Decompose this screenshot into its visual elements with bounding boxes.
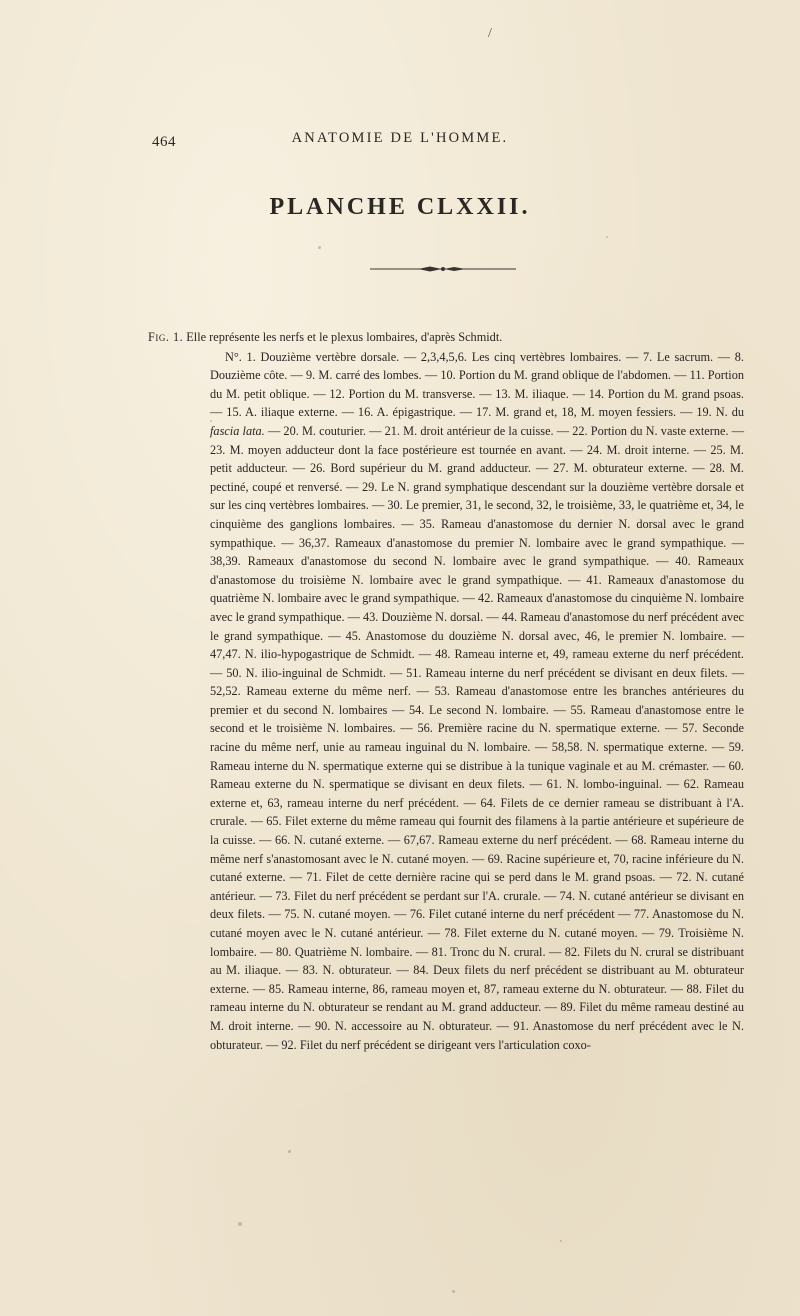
figure-description: Elle représente les nerfs et le plexus lombaires, d'après Schmidt. — [186, 330, 503, 344]
legend-text-part-2: — 20. M. couturier. — 21. M. droit antérieur de la cuisse. — 22. Portion du N. vaste externe. — 23. M. moyen adducteur dont la face postérieure est tournée en avant. — 24. M. droit interne. — 25. M. petit adducteur. — 26. Bord supérieur du M. grand adducteur. — 27. M. obturateur externe. — 28. M. pectiné, coupé et renversé. — 29. Le N. grand symphatique descendant sur la douzième vertèbre dorsale et sur les cinq vertèbres lombaires. — 30. Le premier, 31, le second, 32, le troisième, 33, le quatrième et, 34, le cinquième des ganglions lombaires. — 35. Rameau d'anastomose du dernier N. dorsal avec le grand sympathique. — 36,37. Rameaux d'anastomose du premier N. lombaire avec le grand sympathique. — 38,39. Rameaux d'anastomose du second N. lombaire avec le grand sympathique. — 40. Rameaux d'anastomose du troisième N. lombaire avec le grand sympathique. — 41. Rameaux d'anastomose du quatrième N. lombaire avec le grand sympathique. — 42. Rameaux d'anastomose du cinquième N. lombaire avec le grand sympathique. — 43. Douzième N. dorsal. — 44. Rameau d'anastomose du nerf précédent avec le grand sympathique. — 45. Anastomose du douzième N. dorsal avec, 46, le premier N. lombaire. — 47,47. N. ilio-hypogastrique de Schmidt. — 48. Rameau interne et, 49, rameau externe du nerf précédent. — 50. N. ilio-inguinal de Schmidt. — 51. Rameau interne du nerf précédent se divisant en deux filets. — 52,52. Rameau externe du même nerf. — 53. Rameau d'anastomose entre les branches antérieures du premier et du second N. lombaires — 54. Le second N. lombaire. — 55. Rameau d'anastomose entre le second et le troisième N. lombaires. — 56. Première racine du N. spermatique externe. — 57. Seconde racine du même nerf, unie au rameau inguinal du N. lombaire. — 58,58. N. spermatique externe. — 59. Rameau interne du N. spermatique externe qui se distribue à la tunique vaginale et au M. crémaster. — 60. Rameau externe du N. spermatique se divisant en deux filets. — 61. N. lombo-inguinal. — 62. Rameau externe et, 63, rameau interne du nerf précédent. — 64. Filets de ce dernier rameau se distribuant à l'A. crurale. — 65. Filet externe du même rameau qui fournit des filamens à la partie antérieure et supérieure de la cuisse. — 66. N. cutané externe. — 67,67. Rameau externe du nerf précédent. — 68. Rameau interne du même nerf s'anastomosant avec le N. cutané moyen. — 69. Racine supérieure et, 70, racine inférieure du N. cutané externe. — 71. Filet de cette dernière racine qui se perd dans le M. grand psoas. — 72. N. cutané antérieur. — 73. Filet du nerf précédent se perdant sur l'A. crurale. — 74. N. cutané antérieur se divisant en deux filets. — 75. N. cutané moyen. — 76. Filet cutané interne du nerf précédent — 77. Anastomose du N. cutané moyen avec le N. cutané antérieur. — 78. Filet externe du N. cutané moyen. — 79. Troisième N. lombaire. — 80. Quatrième N. lombaire. — 81. Tronc du N. crural. — 82. Filets du N. crural se distribuant au M. iliaque. — 83. N. obturateur. — 84. Deux filets du nerf précédent se distribuant au M. obturateur externe. — 85. Rameau interne, 86, rameau moyen et, 87, rameau externe du N. obturateur. — 88. Filet du rameau interne du N. obturateur se rendant au M. grand adducteur. — 89. Filet du même rameau destiné au M. droit interne. — 90. N. accessoire au N. obturateur. — 91. Anastomose du nerf précédent avec le N. obturateur. — 92. Filet du nerf précédent se dirigeant vers l'articulation coxo- — [210, 423, 744, 1052]
paper-speck — [288, 1150, 291, 1153]
legend-italic-term: fascia lata. — [210, 423, 265, 438]
paper-speck — [606, 236, 608, 238]
plate-explanation — [148, 328, 744, 1054]
page-number: 464 — [152, 134, 176, 150]
figure-label: Fig. 1. — [148, 330, 184, 344]
paper-speck — [238, 1222, 242, 1226]
plate-title: PLANCHE CLXXII. — [269, 194, 531, 220]
figure-heading — [148, 328, 744, 347]
paper-speck — [560, 1240, 562, 1242]
running-head: ANATOMIE DE L'HOMME. — [291, 130, 509, 146]
top-pencil-mark: / — [488, 26, 492, 41]
ornamental-rule-icon — [370, 264, 516, 274]
paper-speck — [318, 246, 321, 249]
paper-speck — [452, 1290, 455, 1293]
figure-legend — [210, 348, 744, 1055]
legend-text-part-1: N°. 1. Douzième vertèbre dorsale. — 2,3,4,5,6. Les cinq vertèbres lombaires. — 7. Le sacrum. — 8. Douzième côte. — 9. M. carré des lombes. — 10. Portion du M. grand oblique de l'abdomen. — 11. Portion du M. petit oblique. — 12. Portion du M. transverse. — 13. M. iliaque. — 14. Portion du M. grand psoas. — 15. A. iliaque externe. — 16. A. épigastrique. — 17. M. grand et, 18, M. moyen fessiers. — 19. N. du — [210, 349, 744, 420]
